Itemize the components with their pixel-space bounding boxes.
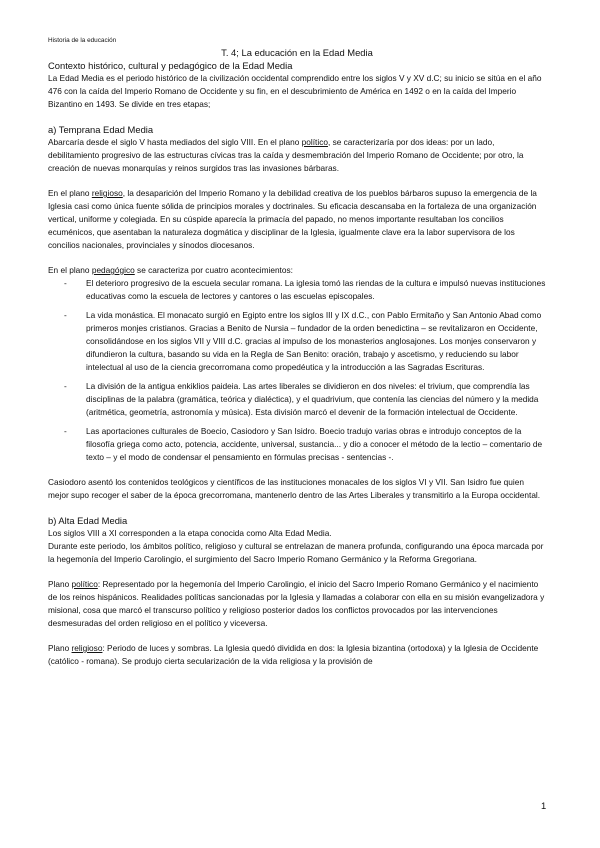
page-title: T. 4; La educación en la Edad Media bbox=[221, 47, 373, 58]
events-list bbox=[48, 277, 546, 464]
list-item: - La vida monástica. El monacato surgió en Egipto entre los siglos III y IX d.C., con Pablo Ermitaño y San Antonio Abad como primeros monjes cristianos. Gracias a Benito de Nursia – fundador de la orden benedictina – se revitalizaron en Occidente, consolidándose en los siglos VII y VIII d.C. gracias al impulso de los monasterios anglosajones. Los monjes conservaron y difundieron la cultura, basando su vida en la Regla de San Benito: oración, trabajo y ascetismo, y reduciendo su labor intelectual al uso de la ciencia grecorromana como propedéutica y la introducción a las Sagradas Escrituras. bbox=[48, 309, 546, 374]
religioso-term: religioso bbox=[91, 188, 123, 198]
page-number: 1 bbox=[541, 800, 547, 811]
section-a-heading: a) Temprana Edad Media bbox=[48, 124, 154, 135]
section-b-paragraph-2: Plano político: Representado por la hegemonía del Imperio Carolingio, el inicio del Sacro Imperio Romano Germánico y el nacimiento de los reinos hispánicos. Realidades políticas sancionadas por la Iglesia y llamadas a colaborar con ella en su misión evangelizadora y misional, cosa que marcó el transcurso político y religioso posterior dados los conflictos provocados por las intervenciones desmesuradas del orden religioso en el político y viceversa. bbox=[48, 579, 545, 628]
context-paragraph: La Edad Media es el periodo histórico de la civilización occidental comprendido entre los siglos V y XV d.C; su inicio se sitúa en el año 476 con la caída del Imperio Romano de Occidente y su fin, en el descubrimiento de América en 1492 o en la caída del Imperio Bizantino en 1493. Se divide en tres etapas; bbox=[48, 73, 542, 109]
pedagogico-term: pedagógico bbox=[91, 265, 135, 275]
section-b-paragraph-1-line-1: Los siglos VIII a XI corresponden a la etapa conocida como Alta Edad Media. bbox=[48, 528, 332, 538]
politico-term: político bbox=[301, 137, 328, 147]
page-header: Historia de la educación bbox=[48, 37, 117, 44]
politico-term: político bbox=[71, 579, 98, 589]
section-b-paragraph-3: Plano religioso: Periodo de luces y sombras. La Iglesia quedó dividida en dos: la Iglesia bizantina (ortodoxa) y la Iglesia de Occidente (católico - romana). Se produjo cierta secularización de la vida religiosa y la provisión de bbox=[48, 643, 539, 666]
section-b-heading: b) Alta Edad Media bbox=[48, 515, 128, 526]
religioso-term: religioso bbox=[71, 643, 103, 653]
page-content bbox=[48, 46, 546, 668]
list-item: - Las aportaciones culturales de Boecio, Casiodoro y San Isidro. Boecio tradujo varias obras e introdujo conceptos de la filosofía griega como acto, potencia, accidente, universal, sustancia... y dio a conocer el método de la lectio – comentario de texto – y el modo de condensar el pensamiento en fórmulas precisas - sentencias -. bbox=[48, 425, 546, 464]
section-a-paragraph-4: Casiodoro asentó los contenidos teológicos y científicos de las instituciones monacales de los siglos VI y VII. San Isidro fue quien mejor supo recoger el saber de la época grecorromana, mantenerlo dentro de las Artes Liberales y transmitirlo a la Europa occidental. bbox=[48, 477, 541, 500]
list-item: - El deterioro progresivo de la escuela secular romana. La iglesia tomó las riendas de la cultura e impulsó nuevas instituciones educativas como la escuela de lectores y cantores o las escuelas episcopales. bbox=[48, 277, 546, 303]
section-a-paragraph-3: En el plano pedagógico se caracteriza por cuatro acontecimientos: bbox=[48, 265, 293, 275]
section-b-paragraph-1: Durante este periodo, los ámbitos político, religioso y cultural se entrelazan de manera profunda, configurando una época marcada por la hegemonía del Imperio Carolingio, el surgimiento del Sacro Imperio Romano Germánico y la Reforma Gregoriana. bbox=[48, 541, 544, 564]
section-a-paragraph-2: En el plano religioso, la desaparición del Imperio Romano y la debilidad creativa de los pueblos bárbaros supuso la emergencia de la Iglesia casi como única fuente sólida de principios morales y doctrinales. Su eficacia descansaba en la fortaleza de una organización vertical, uniforme y colegiada. En su cúspide aparecía la primacía del papado, no menos importante resultaban los concilios ecuménicos, que asentaban la naturaleza dogmática y disciplinar de la Iglesia, igualmente clave era la labor supervisora de los concilios nacionales, provinciales y sínodos diocesanos. bbox=[48, 188, 537, 250]
context-heading: Contexto histórico, cultural y pedagógico de la Edad Media bbox=[48, 60, 293, 71]
section-a-paragraph-1: Abarcaría desde el siglo V hasta mediados del siglo VIII. En el plano político, se caracterizaría por dos ideas: por un lado, debilitamiento progresivo de las estructuras cívicas tras la caída y desmembración del Imperio Romano de Occidente; por otro, la creación de nuevas monarquías y reinos surgidos tras las invasiones bárbaras. bbox=[48, 137, 524, 173]
list-item: - La división de la antigua enkiklios paideia. Las artes liberales se dividieron en dos niveles: el trivium, que comprendía las disciplinas de la palabra (gramática, teórica y dialéctica), y el quadrivium, que contenía las ciencias del número y la medida (aritmética, geometría, astronomía y música). Esta división marcó el devenir de la formación intelectual de Occidente. bbox=[48, 380, 546, 419]
